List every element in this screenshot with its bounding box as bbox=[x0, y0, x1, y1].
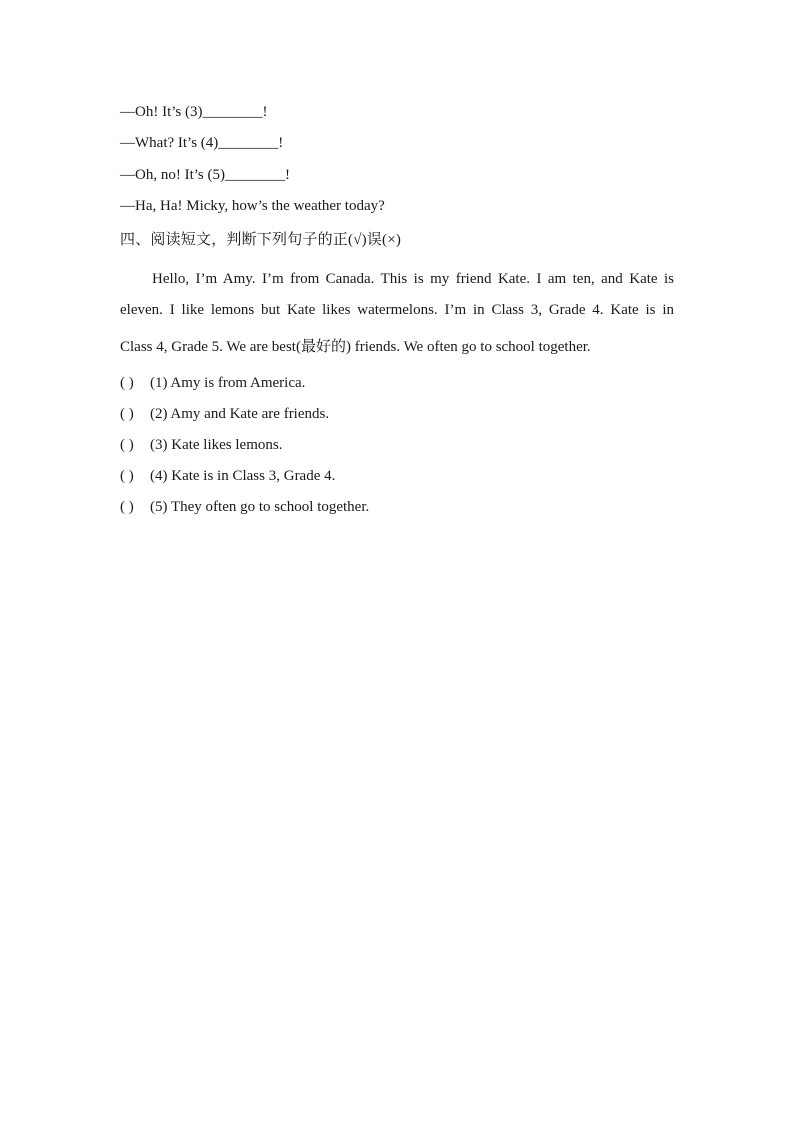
question-item-1 bbox=[120, 373, 305, 393]
passage-line-1: Hello, I’m Amy. I’m from Canada. This is my friend Kate. I am ten, and Kate is bbox=[152, 271, 674, 287]
question-text: (2) Amy and Kate are friends. bbox=[150, 406, 330, 422]
dialog-line-4: —What? It’s (4)________! bbox=[120, 135, 284, 151]
question-item-4 bbox=[120, 466, 335, 486]
question-item-2 bbox=[120, 404, 329, 424]
answer-blank[interactable]: ( ) bbox=[120, 406, 134, 422]
passage-line-3: Class 4, Grade 5. We are best(最好的) friends. We often go to school together. bbox=[120, 339, 591, 355]
passage-line-2: eleven. I like lemons but Kate likes watermelons. I’m in Class 3, Grade 4. Kate is in bbox=[120, 302, 674, 318]
question-item-3 bbox=[120, 435, 282, 455]
question-text: (4) Kate is in Class 3, Grade 4. bbox=[150, 468, 336, 484]
dialog-line-5: —Oh, no! It’s (5)________! bbox=[120, 167, 290, 183]
question-text: (3) Kate likes lemons. bbox=[150, 437, 283, 453]
question-text: (1) Amy is from America. bbox=[150, 375, 306, 391]
dialog-line-3: —Oh! It’s (3)________! bbox=[120, 104, 268, 120]
answer-blank[interactable]: ( ) bbox=[120, 437, 134, 453]
dialog-line-question: —Ha, Ha! Micky, how’s the weather today? bbox=[120, 198, 385, 214]
question-text: (5) They often go to school together. bbox=[150, 499, 370, 515]
answer-blank[interactable]: ( ) bbox=[120, 468, 134, 484]
question-item-5 bbox=[120, 497, 369, 517]
answer-blank[interactable]: ( ) bbox=[120, 375, 134, 391]
section-heading: 四、阅读短文，判断下列句子的正(√)误(×) bbox=[120, 232, 402, 248]
answer-blank[interactable]: ( ) bbox=[120, 499, 134, 515]
